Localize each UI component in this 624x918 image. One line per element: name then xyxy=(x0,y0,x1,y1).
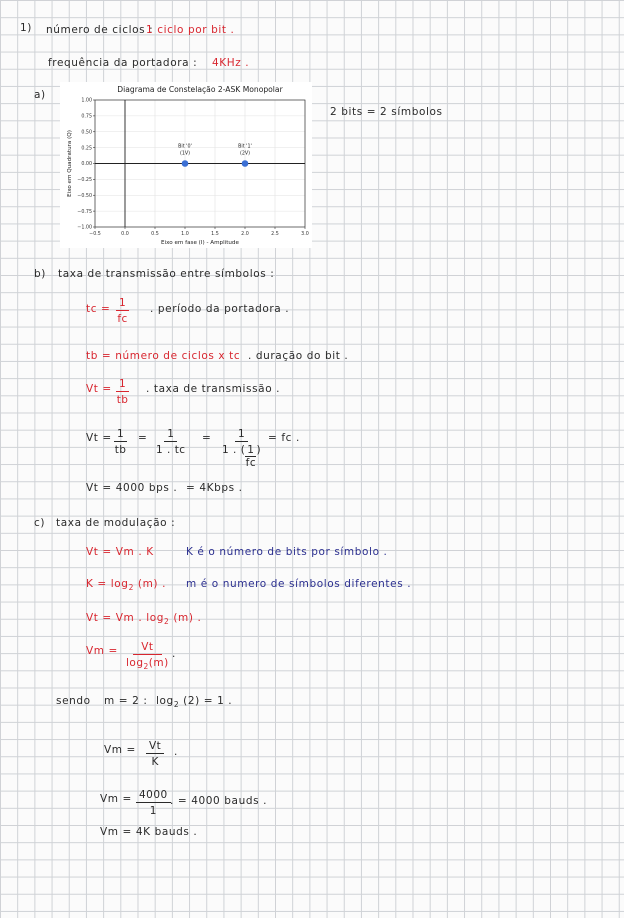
y-tick-label: 0.00 xyxy=(81,162,92,168)
bits-symbols-note: 2 bits = 2 símbolos xyxy=(330,106,443,118)
tc-fraction xyxy=(116,297,129,325)
y-axis-label: Eixo em Quadratura (Q) xyxy=(67,130,73,197)
tc-lhs: tc = xyxy=(86,303,111,315)
x-tick-label: 1.0 xyxy=(181,232,189,237)
y-tick-label: −0.75 xyxy=(77,209,92,215)
log2-a: log xyxy=(156,695,174,707)
x-tick-label: 3.0 xyxy=(301,232,309,237)
tb-note: . duração do bit . xyxy=(248,350,349,362)
tb-formula: tb = número de ciclos x tc xyxy=(86,350,241,362)
formula-vm-denominator xyxy=(126,655,169,671)
chart-title: Diagrama de Constelação 2-ASK Monopolar xyxy=(117,85,283,94)
vm-numerator: Vt xyxy=(146,740,164,754)
derivation-eq-2: = xyxy=(202,432,212,444)
sendo-label: sendo xyxy=(56,695,91,707)
derivation-fraction-3 xyxy=(222,428,261,469)
derivation-f2-denominator: 1 . tc xyxy=(156,444,186,456)
k-log-base: 2 xyxy=(128,583,134,593)
tc-denominator: fc xyxy=(117,313,128,325)
point-label-voltage-0: (1V) xyxy=(179,151,191,157)
formula-vm-numerator: Vt xyxy=(133,641,161,655)
formula-k-note: K é o número de bits por símbolo . xyxy=(186,546,388,558)
y-tick-label: 1.00 xyxy=(81,98,92,104)
cycles-label: número de ciclos : xyxy=(46,24,154,36)
vt-log-base: 2 xyxy=(164,617,170,627)
vt-value-kbps: = 4Kbps . xyxy=(186,482,243,494)
vm2-denominator: 1 xyxy=(149,805,157,817)
x-tick-label: 1.5 xyxy=(211,232,219,237)
k-log-b: (m) . xyxy=(137,578,167,590)
x-tick-label: 2.0 xyxy=(241,232,249,237)
formula-k-log xyxy=(86,578,166,592)
vm-den-log: log xyxy=(126,657,144,669)
part-b-label: b) xyxy=(34,268,46,280)
constellation-point-0 xyxy=(182,160,189,167)
derivation-f3-den-b: ) xyxy=(256,444,262,456)
part-c-title: taxa de modulação : xyxy=(56,517,176,529)
derivation-f3-den-a: 1 . ( xyxy=(222,444,246,456)
vm2-numerator: 4000 xyxy=(136,789,171,803)
vm2-result: . = 4000 bauds . xyxy=(170,795,268,807)
vt-value: Vt = 4000 bps . xyxy=(86,482,178,494)
derivation-f3-inner-denominator: fc xyxy=(245,457,257,469)
y-tick-label: 0.75 xyxy=(81,114,92,120)
formula-m-note: m é o numero de símbolos diferentes . xyxy=(186,578,412,590)
vm3-result: Vm = 4K bauds . xyxy=(100,826,198,838)
m-equals-2: m = 2 : xyxy=(104,695,148,707)
formula-vm-lhs: Vm = xyxy=(86,645,118,657)
vm-fraction xyxy=(146,740,164,768)
derivation-f3-inner-fraction xyxy=(245,444,256,469)
y-tick-label: 0.25 xyxy=(81,146,92,152)
x-tick-label: −0.5 xyxy=(89,232,101,237)
x-tick-label: 2.5 xyxy=(271,232,279,237)
derivation-fraction-2 xyxy=(156,428,186,456)
constellation-point-1 xyxy=(242,160,249,167)
derivation-lhs: Vt = xyxy=(86,432,112,444)
part-b-title: taxa de transmissão entre símbolos : xyxy=(58,268,275,280)
derivation-f1-denominator: tb xyxy=(114,444,127,456)
x-tick-label: 0.0 xyxy=(121,232,129,237)
vt-fraction xyxy=(116,378,129,406)
formula-vt-vm-k: Vt = Vm . K xyxy=(86,546,154,558)
vm-den-base: 2 xyxy=(143,662,149,672)
cycles-value: 1 ciclo por bit . xyxy=(146,24,235,36)
vm2-lhs: Vm = xyxy=(100,793,132,805)
point-label-bit-1: Bit '1' xyxy=(238,144,252,150)
question-number: 1) xyxy=(20,22,32,34)
derivation-fraction-1 xyxy=(114,428,127,456)
tc-numerator: 1 xyxy=(116,297,129,311)
derivation-eq-1: = xyxy=(138,432,148,444)
freq-value: 4KHz . xyxy=(212,57,250,69)
vm2-fraction xyxy=(136,789,171,817)
derivation-f2-numerator: 1 xyxy=(164,428,177,442)
log2-base: 2 xyxy=(173,700,180,710)
vt-numerator: 1 xyxy=(116,378,129,392)
formula-vm-fraction xyxy=(126,641,169,671)
log2-b: (2) = 1 . xyxy=(183,695,233,707)
vt-log-b: (m) . xyxy=(173,612,202,624)
part-a-label: a) xyxy=(34,89,46,101)
vm-end: . xyxy=(174,746,178,758)
log-2-of-2 xyxy=(156,695,232,709)
constellation-chart xyxy=(60,82,312,248)
part-c-label: c) xyxy=(34,517,46,529)
k-log-a: K = log xyxy=(86,578,129,590)
y-tick-label: −0.25 xyxy=(77,178,92,184)
derivation-f3-numerator: 1 xyxy=(235,428,248,442)
formula-vt-log xyxy=(86,612,201,626)
vt-log-a: Vt = Vm . log xyxy=(86,612,165,624)
freq-label: frequência da portadora : xyxy=(48,57,198,69)
x-axis-label: Eixo em fase (I) - Amplitude xyxy=(161,240,239,246)
x-tick-label: 0.5 xyxy=(151,232,159,237)
vt-denominator: tb xyxy=(116,394,129,406)
y-tick-label: −1.00 xyxy=(77,225,92,231)
vt-note: . taxa de transmissão . xyxy=(146,383,281,395)
y-tick-label: 0.50 xyxy=(81,130,92,136)
vm-denominator: K xyxy=(151,756,159,768)
point-label-bit-0: Bit '0' xyxy=(178,144,192,150)
vm-lhs: Vm = xyxy=(104,744,136,756)
point-label-voltage-1: (2V) xyxy=(239,151,251,157)
vm-den-m: (m) xyxy=(148,657,169,669)
derivation-f3-inner-numerator: 1 xyxy=(247,444,255,456)
vt-lhs: Vt = xyxy=(86,383,112,395)
formula-vm-end: . xyxy=(172,648,176,660)
derivation-f1-numerator: 1 xyxy=(114,428,127,442)
derivation-result: = fc . xyxy=(268,432,300,444)
derivation-f3-denominator xyxy=(222,442,261,469)
tc-note: . período da portadora . xyxy=(150,303,290,315)
y-tick-label: −0.50 xyxy=(77,193,92,199)
